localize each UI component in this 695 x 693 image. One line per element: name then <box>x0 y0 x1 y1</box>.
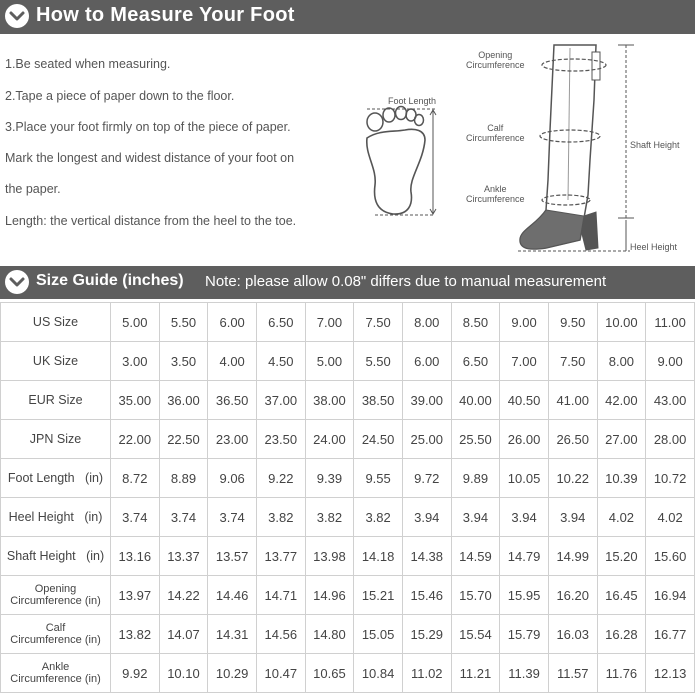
size-guide-note: Note: please allow 0.08" differs due to manual measurement <box>205 273 607 290</box>
table-cell: 8.00 <box>597 342 646 381</box>
table-cell: 15.46 <box>402 576 451 615</box>
table-cell: 14.31 <box>208 615 257 654</box>
table-cell: 27.00 <box>597 420 646 459</box>
table-cell: 10.00 <box>597 303 646 342</box>
row-label: JPN Size <box>1 420 111 459</box>
table-cell: 10.05 <box>500 459 549 498</box>
table-cell: 3.74 <box>208 498 257 537</box>
opening-circumference-label: Opening Circumference <box>466 50 525 70</box>
table-cell: 13.16 <box>111 537 160 576</box>
table-cell: 14.79 <box>500 537 549 576</box>
table-cell: 5.00 <box>111 303 160 342</box>
foot-outline-icon <box>355 100 455 225</box>
table-cell: 16.28 <box>597 615 646 654</box>
table-cell: 3.74 <box>159 498 208 537</box>
instruction-line: Length: the vertical distance from the heel to the toe. <box>5 214 297 228</box>
table-cell: 15.95 <box>500 576 549 615</box>
table-cell: 14.38 <box>402 537 451 576</box>
table-cell: 8.72 <box>111 459 160 498</box>
table-cell: 9.39 <box>305 459 354 498</box>
table-cell: 10.72 <box>646 459 695 498</box>
boot-icon <box>510 40 690 260</box>
table-cell: 16.20 <box>548 576 597 615</box>
table-cell: 4.50 <box>256 342 305 381</box>
table-row <box>1 303 695 342</box>
table-cell: 25.00 <box>402 420 451 459</box>
table-cell: 4.00 <box>208 342 257 381</box>
table-row <box>1 342 695 381</box>
table-cell: 8.50 <box>451 303 500 342</box>
table-cell: 14.99 <box>548 537 597 576</box>
heel-height-label: Heel Height <box>630 242 678 252</box>
table-cell: 16.45 <box>597 576 646 615</box>
row-label: Ankle Circumference (in) <box>1 654 111 693</box>
table-row <box>1 498 695 537</box>
table-cell: 8.00 <box>402 303 451 342</box>
table-cell: 9.50 <box>548 303 597 342</box>
table-cell: 14.96 <box>305 576 354 615</box>
foot-length-label: Foot Length <box>388 96 437 106</box>
table-cell: 15.05 <box>354 615 403 654</box>
table-cell: 11.76 <box>597 654 646 693</box>
table-row <box>1 537 695 576</box>
table-cell: 38.50 <box>354 381 403 420</box>
table-cell: 11.21 <box>451 654 500 693</box>
row-label: Heel Height (in) <box>1 498 111 537</box>
table-cell: 13.37 <box>159 537 208 576</box>
table-cell: 24.00 <box>305 420 354 459</box>
table-cell: 3.94 <box>500 498 549 537</box>
table-cell: 13.77 <box>256 537 305 576</box>
table-cell: 3.74 <box>111 498 160 537</box>
table-row <box>1 381 695 420</box>
size-guide-header-bar <box>0 266 695 299</box>
ankle-circumference-label: Ankle Circumference <box>466 184 525 204</box>
table-cell: 12.13 <box>646 654 695 693</box>
table-cell: 41.00 <box>548 381 597 420</box>
table-cell: 8.89 <box>159 459 208 498</box>
table-cell: 10.65 <box>305 654 354 693</box>
table-cell: 10.10 <box>159 654 208 693</box>
size-table <box>0 302 695 693</box>
table-cell: 15.21 <box>354 576 403 615</box>
table-cell: 10.39 <box>597 459 646 498</box>
table-cell: 9.00 <box>646 342 695 381</box>
table-cell: 3.82 <box>256 498 305 537</box>
calf-circumference-label: Calf Circumference <box>466 123 525 143</box>
table-cell: 4.02 <box>597 498 646 537</box>
table-row <box>1 615 695 654</box>
measure-header-bar <box>0 0 695 34</box>
table-cell: 14.80 <box>305 615 354 654</box>
table-cell: 15.60 <box>646 537 695 576</box>
table-cell: 9.72 <box>402 459 451 498</box>
table-cell: 15.79 <box>500 615 549 654</box>
table-row <box>1 654 695 693</box>
chevron-down-icon <box>5 270 29 294</box>
table-cell: 14.46 <box>208 576 257 615</box>
table-row <box>1 420 695 459</box>
table-cell: 9.55 <box>354 459 403 498</box>
table-cell: 14.59 <box>451 537 500 576</box>
size-guide-title: Size Guide (inches) <box>36 272 184 289</box>
table-row <box>1 459 695 498</box>
table-cell: 3.94 <box>451 498 500 537</box>
row-label: Calf Circumference (in) <box>1 615 111 654</box>
table-cell: 16.03 <box>548 615 597 654</box>
table-cell: 11.57 <box>548 654 597 693</box>
measure-title: How to Measure Your Foot <box>36 4 295 26</box>
table-cell: 14.07 <box>159 615 208 654</box>
table-cell: 40.00 <box>451 381 500 420</box>
table-cell: 11.02 <box>402 654 451 693</box>
table-cell: 11.00 <box>646 303 695 342</box>
table-cell: 7.00 <box>305 303 354 342</box>
table-cell: 23.00 <box>208 420 257 459</box>
table-cell: 11.39 <box>500 654 549 693</box>
table-cell: 26.00 <box>500 420 549 459</box>
instruction-line: 1.Be seated when measuring. <box>5 57 171 71</box>
table-cell: 40.50 <box>500 381 549 420</box>
table-cell: 7.50 <box>548 342 597 381</box>
table-cell: 13.82 <box>111 615 160 654</box>
row-label: US Size <box>1 303 111 342</box>
table-cell: 6.50 <box>256 303 305 342</box>
row-label: Shaft Height (in) <box>1 537 111 576</box>
table-cell: 7.00 <box>500 342 549 381</box>
row-label: EUR Size <box>1 381 111 420</box>
table-cell: 25.50 <box>451 420 500 459</box>
table-cell: 13.97 <box>111 576 160 615</box>
table-cell: 5.00 <box>305 342 354 381</box>
table-cell: 14.71 <box>256 576 305 615</box>
table-row <box>1 576 695 615</box>
table-cell: 26.50 <box>548 420 597 459</box>
table-cell: 14.18 <box>354 537 403 576</box>
table-cell: 39.00 <box>402 381 451 420</box>
table-cell: 6.00 <box>208 303 257 342</box>
table-cell: 15.29 <box>402 615 451 654</box>
table-cell: 16.77 <box>646 615 695 654</box>
table-cell: 14.22 <box>159 576 208 615</box>
instruction-line: 2.Tape a piece of paper down to the floor. <box>5 89 235 103</box>
table-cell: 23.50 <box>256 420 305 459</box>
table-cell: 5.50 <box>354 342 403 381</box>
table-cell: 15.70 <box>451 576 500 615</box>
table-cell: 9.22 <box>256 459 305 498</box>
table-cell: 36.50 <box>208 381 257 420</box>
table-cell: 15.54 <box>451 615 500 654</box>
chevron-down-icon <box>5 4 29 28</box>
table-cell: 13.98 <box>305 537 354 576</box>
instruction-line: Mark the longest and widest distance of your foot on <box>5 151 295 165</box>
table-cell: 4.02 <box>646 498 695 537</box>
table-cell: 9.00 <box>500 303 549 342</box>
table-cell: 5.50 <box>159 303 208 342</box>
instruction-line: the paper. <box>5 182 61 196</box>
table-cell: 3.94 <box>402 498 451 537</box>
table-cell: 7.50 <box>354 303 403 342</box>
table-cell: 3.82 <box>305 498 354 537</box>
table-cell: 13.57 <box>208 537 257 576</box>
row-label: UK Size <box>1 342 111 381</box>
table-cell: 37.00 <box>256 381 305 420</box>
table-cell: 3.82 <box>354 498 403 537</box>
row-label: Opening Circumference (in) <box>1 576 111 615</box>
table-cell: 3.50 <box>159 342 208 381</box>
table-cell: 16.94 <box>646 576 695 615</box>
table-cell: 6.00 <box>402 342 451 381</box>
table-cell: 9.89 <box>451 459 500 498</box>
table-cell: 15.20 <box>597 537 646 576</box>
table-cell: 22.00 <box>111 420 160 459</box>
table-cell: 9.06 <box>208 459 257 498</box>
table-cell: 28.00 <box>646 420 695 459</box>
table-cell: 10.22 <box>548 459 597 498</box>
table-cell: 36.00 <box>159 381 208 420</box>
table-cell: 38.00 <box>305 381 354 420</box>
table-cell: 6.50 <box>451 342 500 381</box>
table-cell: 24.50 <box>354 420 403 459</box>
table-cell: 3.94 <box>548 498 597 537</box>
table-cell: 10.84 <box>354 654 403 693</box>
table-cell: 10.29 <box>208 654 257 693</box>
table-cell: 22.50 <box>159 420 208 459</box>
table-cell: 14.56 <box>256 615 305 654</box>
row-label: Foot Length (in) <box>1 459 111 498</box>
table-cell: 42.00 <box>597 381 646 420</box>
instruction-line: 3.Place your foot firmly on top of the piece of paper. <box>5 120 291 134</box>
table-cell: 9.92 <box>111 654 160 693</box>
table-cell: 10.47 <box>256 654 305 693</box>
shaft-height-label: Shaft Height <box>630 140 680 150</box>
table-cell: 35.00 <box>111 381 160 420</box>
table-cell: 3.00 <box>111 342 160 381</box>
table-cell: 43.00 <box>646 381 695 420</box>
